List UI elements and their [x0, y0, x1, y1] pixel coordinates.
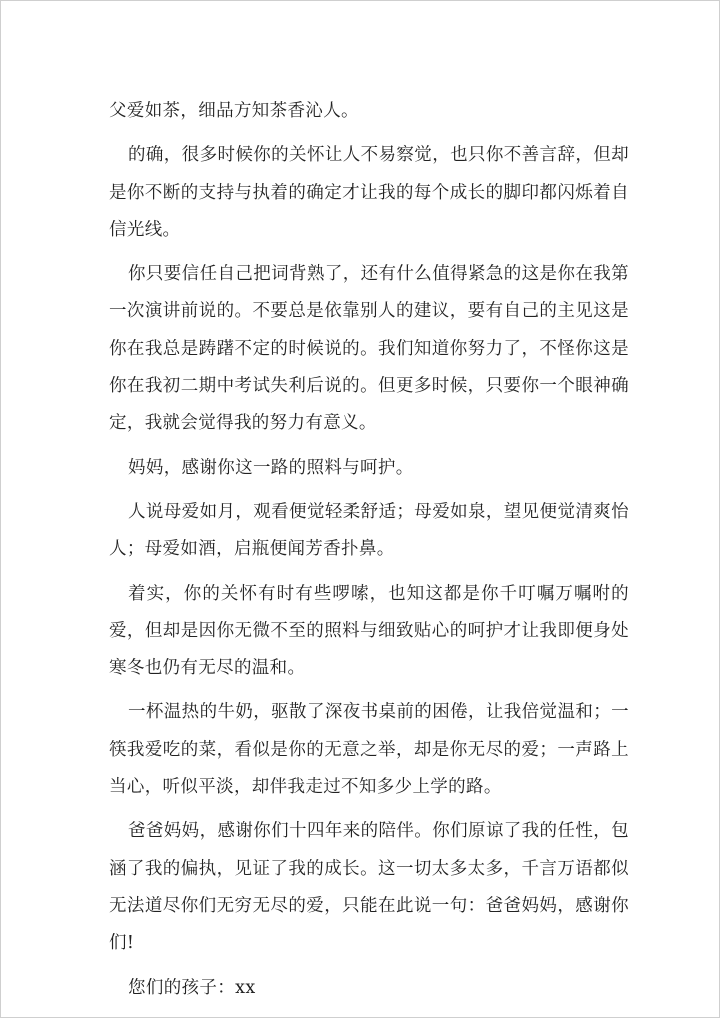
document-body: [109, 93, 629, 1014]
paragraph-daily-details: 一杯温热的牛奶，驱散了深夜书桌前的困倦，让我倍觉温和；一筷我爱吃的菜，看似是你的无意之举，却是你无尽的爱；一声路上当心，听似平淡，却伴我走过不知多少上学的路。: [109, 702, 629, 798]
paragraph-opening-line: 父爱如茶，细品方知茶香沁人。: [109, 101, 359, 121]
signature-line: 您们的孩子：xx: [128, 977, 256, 998]
paragraph-father-support: 的确，很多时候你的关怀让人不易察觉，也只你不善言辞，但却是你不断的支持与执着的确定才让我的每个成长的脚印都闪烁着自信光线。: [109, 145, 629, 240]
paragraph-thanks-parents: 爸爸妈妈，感谢你们十四年来的陪伴。你们原谅了我的任性，包涵了我的偏执，见证了我的成长。这一切太多太多，千言万语都似无法道尽你们无穷无尽的爱，只能在此说一句：爸爸妈妈，感谢你们!: [109, 821, 629, 954]
paragraph-thanks-mother: 妈妈，感谢你这一路的照料与呵护。: [128, 457, 414, 478]
paragraph-mother-love-metaphor: 人说母爱如月，观看便觉轻柔舒适；母爱如泉，望见便觉清爽怡人；母爱如酒，启瓶便闻芳香扑鼻。: [109, 501, 629, 560]
paragraph-mother-care: 着实，你的关怀有时有些啰嗦，也知这都是你千叮嘱万嘱咐的爱，但却是因你无微不至的照料与细致贴心的呵护才让我即便身处寒冬也仍有无尽的温和。: [109, 583, 629, 679]
paragraph-father-words: 你只要信任自己把词背熟了，还有什么值得紧急的这是你在我第一次演讲前说的。不要总是依靠别人的建议，要有自己的主见这是你在我总是踌躇不定的时候说的。我们知道你努力了，不怪你这是你在我初二期中考试失利后说的。但更多时候，只要你一个眼神确定，我就会觉得我的努力有意义。: [109, 264, 629, 434]
